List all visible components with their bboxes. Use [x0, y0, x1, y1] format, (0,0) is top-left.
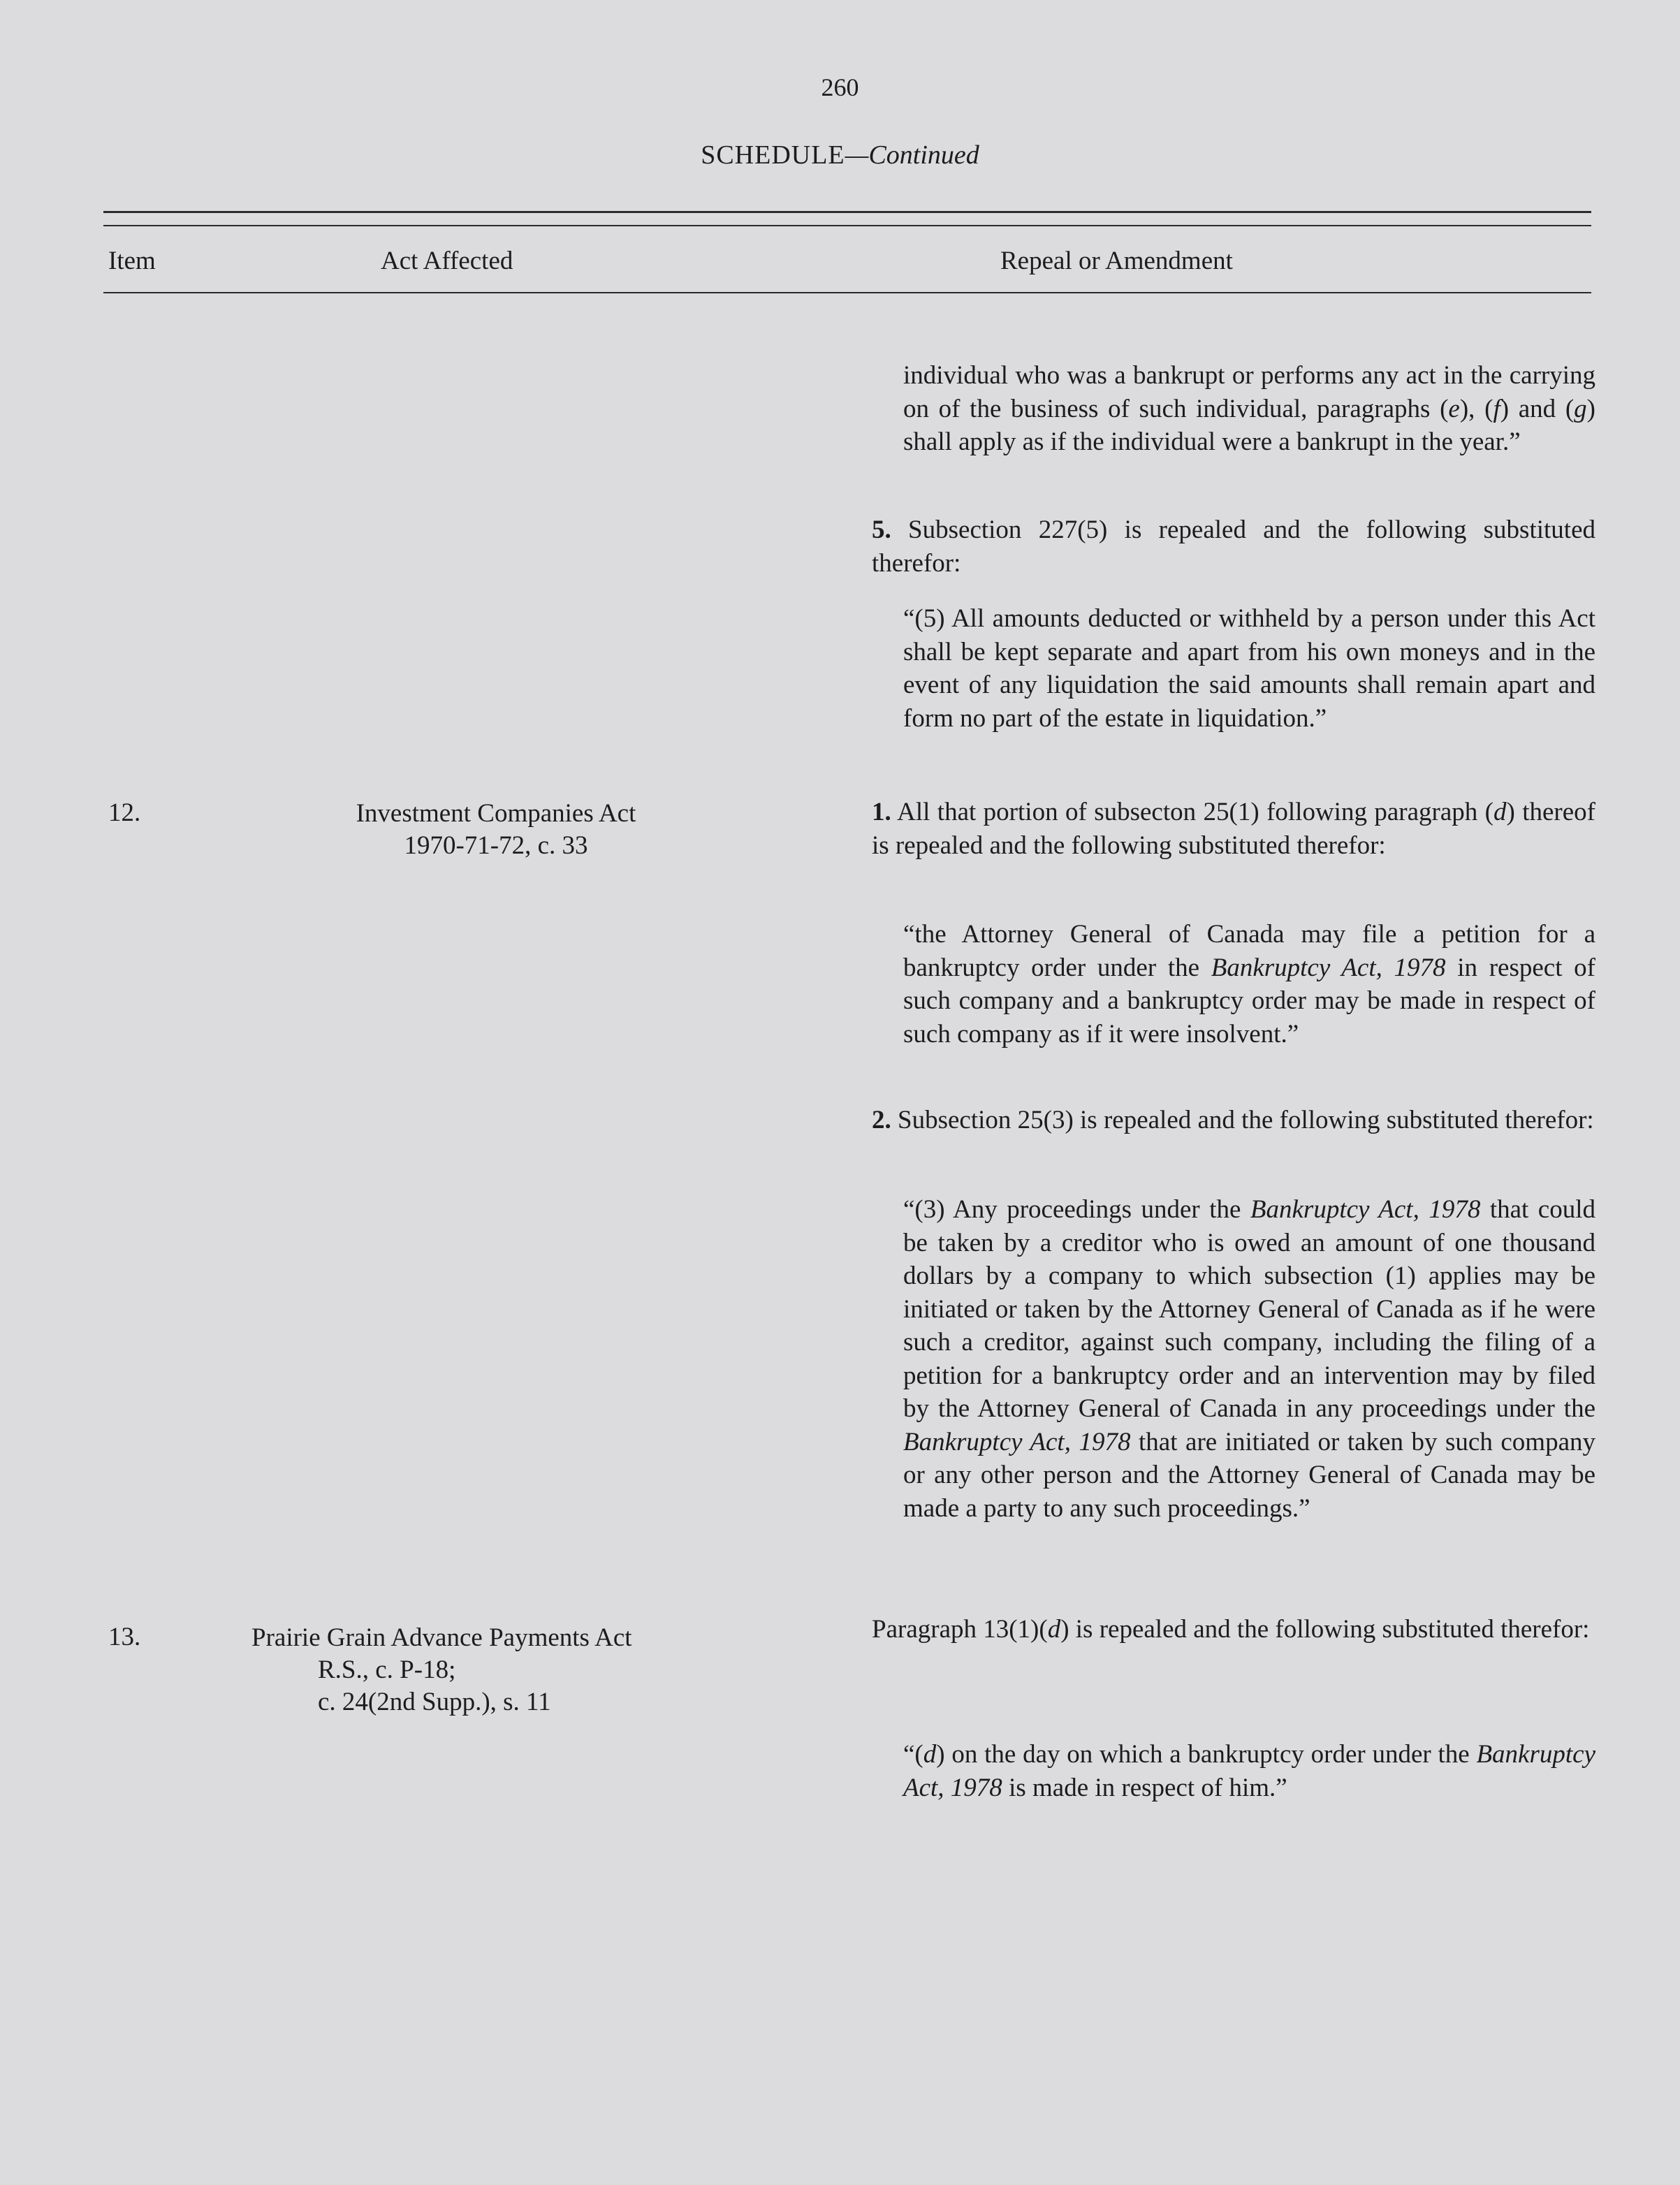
amendment-instruction: 5. Subsection 227(5) is repealed and the following substituted therefor:	[872, 516, 1595, 578]
column-header-repeal-or-amendment: Repeal or Amendment	[1000, 247, 1233, 275]
amendment-quote: “(d) on the day on which a bankruptcy order under the Bankruptcy Act, 1978 is made in respect of him.”	[903, 1740, 1595, 1802]
header-rule-double	[103, 225, 1591, 226]
item-number: 13.	[108, 1623, 141, 1651]
act-name: Investment Companies Act	[356, 799, 636, 828]
column-header-item: Item	[108, 247, 156, 275]
schedule-title-continued: —Continued	[845, 140, 979, 170]
amendment-section-5	[872, 513, 1595, 580]
amendment-section-2	[872, 1104, 1595, 1137]
act-citation: 1970-71-72, c. 33	[404, 831, 588, 860]
amendment-instruction: 2. Subsection 25(3) is repealed and the following substituted therefor:	[872, 1106, 1594, 1134]
amendment-quote-section-1	[872, 918, 1595, 1051]
amendment-item-13	[872, 1613, 1595, 1646]
amendment-quote: “(5) All amounts deducted or withheld by a person under this Act shall be kept separate and apart from his own moneys and in the event of any liquidation the said amounts shall remain apart and form no part of the estate in liquidation.”	[903, 604, 1595, 733]
act-affected-entry	[231, 798, 761, 862]
schedule-title	[0, 140, 1680, 170]
amendment-paragraph	[872, 359, 1595, 459]
amendment-text-continued: individual who was a bankrupt or performs any act in the carrying on of the business of such individual, paragraphs (e), (f) and (g) shall apply as if the individual were a bankrupt in the year.”	[903, 361, 1595, 456]
header-rule-top	[103, 211, 1591, 213]
amendment-quote-section-2	[872, 1193, 1595, 1525]
header-rule-bottom	[103, 292, 1591, 293]
page-number: 260	[821, 73, 859, 101]
amendment-section-1	[872, 796, 1595, 862]
column-header-act-affected: Act Affected	[381, 247, 513, 275]
item-number: 12.	[108, 798, 141, 827]
amendment-quote: “the Attorney General of Canada may file a petition for a bankruptcy order under the Bankruptcy Act, 1978 in respect of such company and a bankruptcy order may be made in respect of such company as if it were insolvent.”	[903, 920, 1596, 1048]
amendment-quote-section-5	[872, 602, 1595, 735]
amendment-instruction: Paragraph 13(1)(d) is repealed and the following substituted therefor:	[872, 1615, 1590, 1644]
act-citation: c. 24(2nd Supp.), s. 11	[318, 1688, 551, 1716]
act-citation: R.S., c. P-18;	[318, 1656, 456, 1684]
amendment-quote-item-13	[872, 1738, 1595, 1804]
amendment-instruction: 1. All that portion of subsecton 25(1) following paragraph (d) thereof is repealed and the following substituted therefor:	[872, 798, 1595, 860]
amendment-quote: “(3) Any proceedings under the Bankruptcy Act, 1978 that could be taken by a creditor who is owed an amount of one thousand dollars by a company to which subsection (1) applies may be initiated or taken by the Attorney General of Canada as if he were such a creditor, against such company, including the filing of a petition for a bankruptcy order and an intervention may by filed by the Attorney General of Canada in any proceedings under the Bankruptcy Act, 1978 that are initiated or taken by such company or any other person and the Attorney General of Canada may be made a party to any such proceedings.”	[903, 1195, 1595, 1523]
act-affected-entry	[251, 1622, 740, 1718]
schedule-title-main: SCHEDULE	[701, 140, 845, 170]
act-name: Prairie Grain Advance Payments Act	[251, 1623, 632, 1652]
